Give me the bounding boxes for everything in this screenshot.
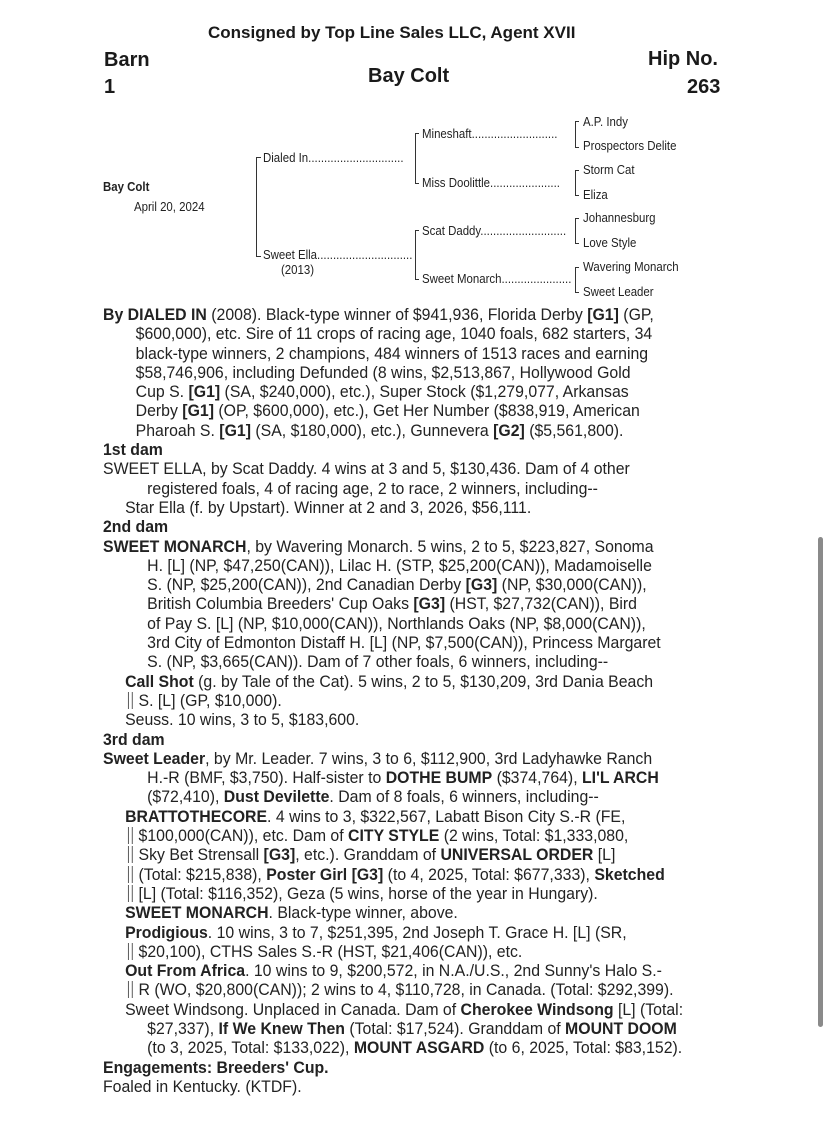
page-title: Bay Colt — [368, 65, 450, 87]
pedigree-ggp: Wavering Monarch — [583, 259, 679, 274]
pedigree-ggp: Johannesburg — [583, 210, 656, 225]
pedigree-ggp: Love Style — [583, 235, 637, 250]
first-dam-section: 1st dam SWEET ELLA, by Scat Daddy. 4 wins at 3 and 5, $130,436. Dam of 4 other registered foals, 4 of racing age, 2 to race, 2 winners, including-- Star Ella (f. by Upstart). Winner at 2 and 3, 2026, $56,111. — [103, 441, 683, 518]
pedigree-dam: Sweet Ella.............................. — [263, 247, 413, 262]
pedigree-ggp: Eliza — [583, 187, 608, 202]
section-heading: 2nd dam — [103, 518, 169, 537]
barn-number: 1 — [104, 76, 116, 98]
pedigree-sire-sire: Mineshaft........................... — [422, 126, 558, 141]
pedigree-subject: Bay Colt — [103, 179, 150, 194]
footer-section — [103, 1059, 683, 1098]
third-dam-section: 3rd dam Sweet Leader, by Mr. Leader. 7 wins, 3 to 6, $112,900, 3rd Ladyhawke Ranch H.-R (BMF, $3,750). Half-sister to DOTHE BUMP ($374,764), LI'L ARCH ($72,410), Dust Devilette. Dam of 8 foals, 6 winners, including-- BRATTOTHECORE. 4 wins to 3, $322,567, Labatt Bison City S.-R (FE, $100,000(CAN)), etc. Dam of CITY STYLE (2 wins, Total: $1,333,080, Sky Bet Strensall [G3], etc.). Granddam of UNIVERSAL ORDER [L] (Total: $215,838), Poster Girl [G3] (to 4, 2025, Total: $677,333), Sketched [L] (Total: $116,352), Geza (5 wins, horse of the year in Hungary). SWEET MONARCH. Black-type winner, above. Prodigious. 10 wins, 3 to 7, $251,395, 2nd Joseph T. Grace H. [L] (SR, $20,100), CTHS Sales S.-R (HST, $21,406(CAN)), etc. Out From Africa. 10 wins to 9, $200,572, in N.A./U.S., 2nd Sunny's Halo S.- R (WO, $20,800(CAN)); 2 wins to 4, $110,728, in Canada. (Total: $292,399). Sweet Windsong. Unplaced in Canada. Dam of Cherokee Windsong [L] (Total: $27,337), If We Knew Then (Total: $17,524). Granddam of MOUNT DOOM (to 3, 2025, Total: $133,022), MOUNT ASGARD (to 6, 2025, Total: $83,152). — [103, 730, 684, 1058]
hip-label: Hip No. — [648, 48, 718, 70]
pedigree-dam-year: (2013) — [281, 262, 315, 277]
sire-paragraph: By DIALED IN (2008). Black-type winner of $941,936, Florida Derby [G1] (GP, $600,000), etc. Sire of 11 crops of racing age, 1040 foals, 682 starters, 34 black-type winners, 2 champions, 484 winners of 1513 races and earning $58,746,906, including Defunded (8 wins, $2,513,867, Hollywood Gold Cup S. [G1] (SA, $240,000), etc.), Super Stock ($1,279,077, Arkansas Derby [G1] (OP, $600,000), etc.), Get Her Number ($838,919, American Pharoah S. [G1] (SA, $180,000), etc.), Gunnevera [G2] ($5,561,800). — [103, 306, 654, 440]
pedigree-ggp: Sweet Leader — [583, 284, 654, 299]
pedigree-foaled-date: April 20, 2024 — [134, 199, 205, 214]
foaled-note: Foaled in Kentucky. (KTDF). — [103, 1077, 302, 1096]
scrollbar[interactable] — [818, 537, 823, 1027]
pedigree-ggp: A.P. Indy — [583, 114, 628, 129]
pedigree-sire: Dialed In.............................. — [263, 150, 404, 165]
pedigree-ggp: Storm Cat — [583, 162, 635, 177]
catalog-body — [103, 306, 683, 1097]
pedigree-dam-sire: Scat Daddy........................... — [422, 223, 567, 238]
consignor-heading: Consigned by Top Line Sales LLC, Agent XVII — [208, 23, 576, 42]
pedigree-dam-dam: Sweet Monarch...................... — [422, 271, 572, 286]
pedigree-sire-dam: Miss Doolittle...................... — [422, 175, 560, 190]
barn-label: Barn — [104, 49, 150, 71]
second-dam-section: 2nd dam SWEET MONARCH, by Wavering Monarch. 5 wins, 2 to 5, $223,827, Sonoma H. [L] (NP, $47,250(CAN)), Lilac H. (STP, $25,200(CAN)), Madamoiselle S. (NP, $25,200(CAN)), 2nd Canadian Derby [G3] (NP, $30,000(CAN)), British Columbia Breeders' Cup Oaks [G3] (HST, $27,732(CAN)), Bird of Pay S. [L] (NP, $10,000(CAN)), Northlands Oaks (NP, $8,000(CAN)), 3rd City of Edmonton Distaff H. [L] (NP, $7,500(CAN)), Princess Margaret S. (NP, $3,665(CAN)). Dam of 7 other foals, 6 winners, including-- Call Shot (g. by Tale of the Cat). 5 wins, 2 to 5, $130,209, 3rd Dania Beach S. [L] (GP, $10,000). Seuss. 10 wins, 3 to 5, $183,600. — [103, 518, 683, 730]
hip-number: 263 — [687, 76, 721, 98]
pedigree-ggp: Prospectors Delite — [583, 138, 677, 153]
section-heading: 3rd dam — [103, 730, 165, 749]
section-heading: 1st dam — [103, 441, 163, 460]
engagements: Engagements: Breeders' Cup. — [103, 1058, 329, 1077]
